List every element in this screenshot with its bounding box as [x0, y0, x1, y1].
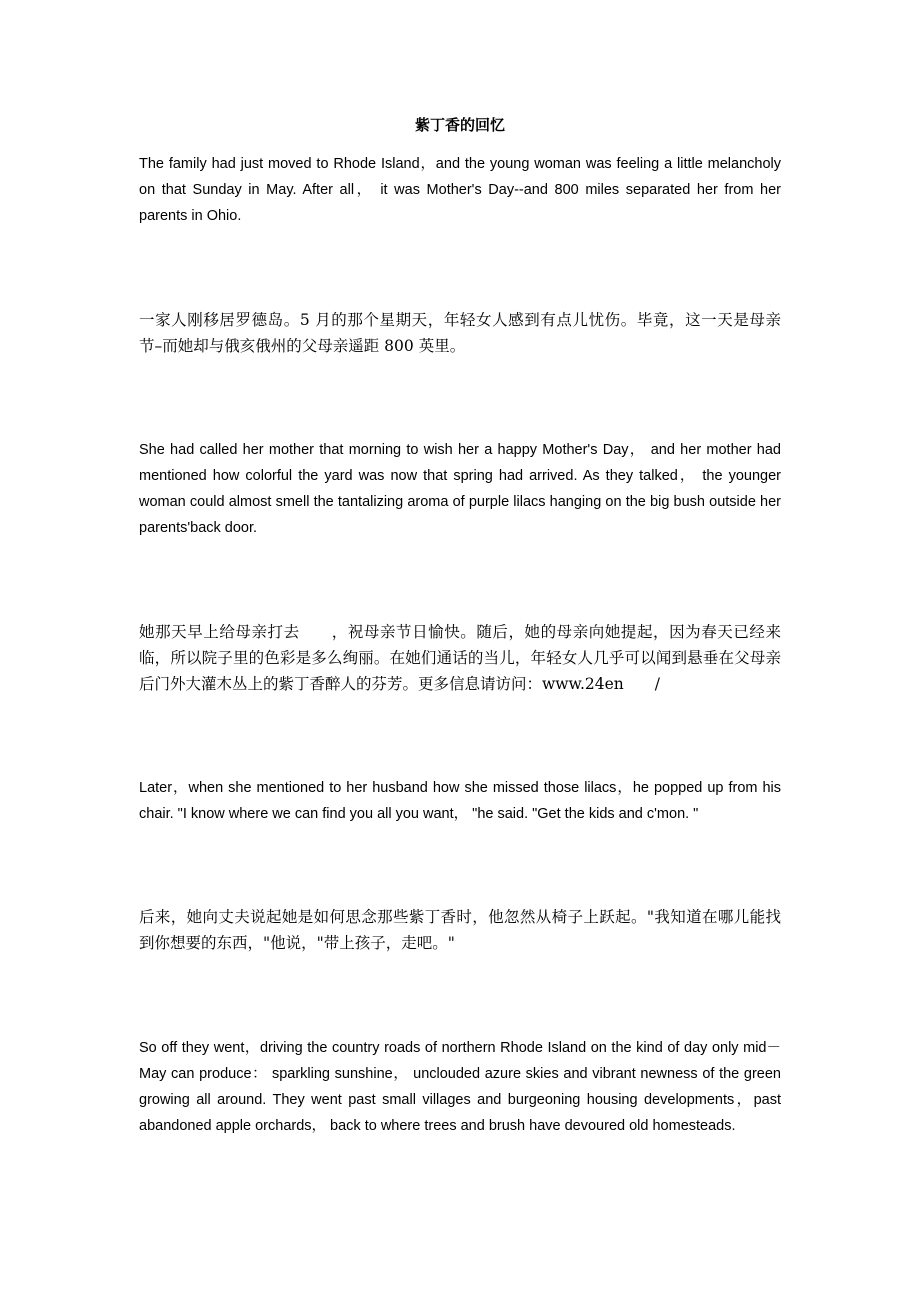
paragraph-english-1: The family had just moved to Rhode Island，and the young woman was feeling a little melancholy on that Sunday in May. After all， it was Mother's Day--and 800 miles separated her from her parents in Ohio.	[139, 156, 781, 224]
paragraph-english-3: Later，when she mentioned to her husband how she missed those lilacs，he popped up from his chair. "I know where we can find you all you want， "he said. "Get the kids and c'mon. "	[139, 780, 781, 822]
document-title: 紫丁香的回忆	[414, 116, 505, 134]
paragraph-english-4: So off they went，driving the country roads of northern Rhode Island on the kind of day only mid－May can produce： sparkling sunshine， unclouded azure skies and vibrant newness of the green growing all around. They went past small villages and burgeoning housing developments，past abandoned apple orchards， back to where trees and brush have devoured old homesteads.	[139, 1040, 781, 1134]
paragraph-english-2: She had called her mother that morning to wish her a happy Mother's Day， and her mother had mentioned how colorful the yard was now that spring had arrived. As they talked， the younger woman could almost smell the tantalizing aroma of purple lilacs hanging on the big bush outside her parents'back door.	[139, 442, 781, 536]
paragraph-chinese-2: 她那天早上给母亲打去 ，祝母亲节日愉快。随后，她的母亲向她提起，因为春天已经来临，所以院子里的色彩是多么绚丽。在她们通话的当儿，年轻女人几乎可以闻到悬垂在父母亲后门外大灌木丛上的紫丁香醉人的芬芳。更多信息请访问：www.24en /	[139, 623, 781, 693]
paragraph-chinese-3: 后来，她向丈夫说起她是如何思念那些紫丁香时，他忽然从椅子上跃起。"我知道在哪儿能找到你想要的东西，"他说，"带上孩子，走吧。"	[139, 908, 781, 952]
paragraph-chinese-1: 一家人刚移居罗德岛。5 月的那个星期天，年轻女人感到有点儿忧伤。毕竟，这一天是母亲节–而她却与俄亥俄州的父母亲遥距 800 英里。	[139, 311, 781, 355]
